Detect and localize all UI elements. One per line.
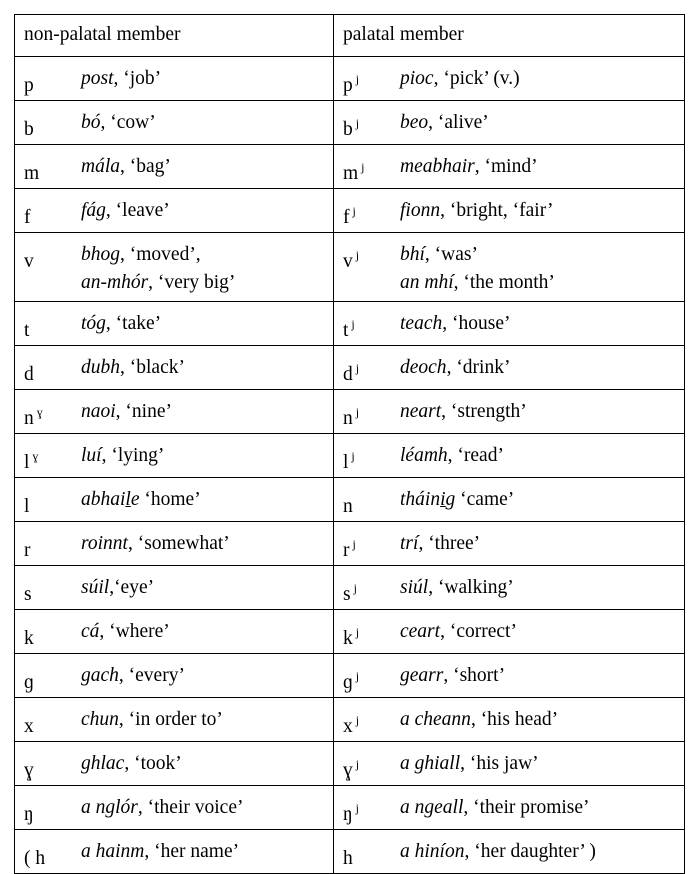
header-non-palatal-label: non-palatal member — [24, 24, 181, 45]
example: trí, ‘three’ — [400, 533, 481, 554]
palatal-cell — [334, 233, 685, 302]
example: teach, ‘house’ — [400, 313, 511, 334]
table-row — [15, 189, 685, 233]
table-row — [15, 101, 685, 145]
palatal-cell — [334, 654, 685, 698]
table-row — [15, 478, 685, 522]
example: bhí, ‘was’ an mhí, ‘the month’ — [400, 244, 555, 293]
non-palatal-cell — [15, 698, 334, 742]
palatal-cell — [334, 742, 685, 786]
non-palatal-cell — [15, 145, 334, 189]
example: a cheann, ‘his head’ — [400, 709, 559, 730]
palatal-cell — [334, 57, 685, 101]
phoneme-symbol: ŋ — [24, 804, 34, 825]
example: chun, ‘in order to’ — [81, 709, 223, 730]
example: a ngeall, ‘their promise’ — [400, 797, 590, 818]
palatal-cell — [334, 786, 685, 830]
phoneme-symbol: v — [24, 251, 34, 272]
non-palatal-cell — [15, 478, 334, 522]
table-row — [15, 698, 685, 742]
phoneme-symbol: f — [24, 207, 31, 228]
phoneme-symbol: x $^j$ — [343, 713, 360, 737]
phoneme-symbol: r — [24, 540, 31, 561]
example: tháinig ‘came’ — [400, 489, 515, 510]
phoneme-symbol: ɣ $^j$ — [343, 757, 360, 781]
table-row — [15, 522, 685, 566]
phoneme-symbol: r $^j$ — [343, 537, 356, 561]
header-palatal-label: palatal member — [343, 24, 464, 45]
non-palatal-cell — [15, 302, 334, 346]
example: fág, ‘leave’ — [81, 200, 170, 221]
non-palatal-cell — [15, 390, 334, 434]
phoneme-symbol: h — [343, 848, 353, 869]
non-palatal-cell — [15, 434, 334, 478]
non-palatal-cell — [15, 57, 334, 101]
palatal-cell — [334, 522, 685, 566]
palatal-cell — [334, 566, 685, 610]
table-row — [15, 786, 685, 830]
non-palatal-cell — [15, 610, 334, 654]
non-palatal-cell — [15, 233, 334, 302]
example: léamh, ‘read’ — [400, 445, 504, 466]
header-palatal — [334, 15, 685, 57]
phoneme-symbol: l $^ɣ$ — [24, 449, 39, 473]
example: ceart, ‘correct’ — [400, 621, 517, 642]
phoneme-symbol: b — [24, 119, 34, 140]
example: deoch, ‘drink’ — [400, 357, 511, 378]
example: luí, ‘lying’ — [81, 445, 165, 466]
phoneme-symbol: s — [24, 584, 32, 605]
phoneme-symbol: d $^j$ — [343, 361, 360, 385]
phoneme-symbol: f $^j$ — [343, 204, 356, 228]
example: bó, ‘cow’ — [81, 112, 156, 133]
example: gach, ‘every’ — [81, 665, 185, 686]
example: gearr, ‘short’ — [400, 665, 506, 686]
non-palatal-cell — [15, 830, 334, 874]
phoneme-symbol: n $^j$ — [343, 405, 360, 429]
phoneme-symbol: v $^j$ — [343, 248, 360, 272]
phoneme-symbol: k — [24, 628, 34, 649]
phoneme-symbol: ɡ $^j$ — [343, 669, 360, 693]
phoneme-symbol: n — [343, 496, 353, 517]
phoneme-symbol: d — [24, 364, 34, 385]
example: fionn, ‘bright, ‘fair’ — [400, 200, 554, 221]
phoneme-symbol: n $^ɣ$ — [24, 405, 43, 429]
example: roinnt, ‘somewhat’ — [81, 533, 230, 554]
example: dubh, ‘black’ — [81, 357, 185, 378]
table-row — [15, 390, 685, 434]
header-row — [15, 15, 685, 57]
palatal-cell — [334, 101, 685, 145]
example: súil,‘eye’ — [81, 577, 155, 598]
example: naoi, ‘nine’ — [81, 401, 172, 422]
non-palatal-cell — [15, 522, 334, 566]
phoneme-symbol: ɡ — [24, 672, 34, 693]
non-palatal-cell — [15, 566, 334, 610]
palatal-cell — [334, 434, 685, 478]
example: post, ‘job’ — [81, 68, 162, 89]
phoneme-symbol: m $^j$ — [343, 160, 365, 184]
non-palatal-cell — [15, 786, 334, 830]
phoneme-symbol: t $^j$ — [343, 317, 355, 341]
example: siúl, ‘walking’ — [400, 577, 514, 598]
phoneme-symbol: m — [24, 163, 40, 184]
phoneme-symbol: k $^j$ — [343, 625, 360, 649]
table-row — [15, 434, 685, 478]
palatal-cell — [334, 302, 685, 346]
example: pioc, ‘pick’ (v.) — [400, 68, 520, 89]
phoneme-symbol: ŋ $^j$ — [343, 801, 359, 825]
table-row — [15, 566, 685, 610]
table-row — [15, 830, 685, 874]
example: beo, ‘alive’ — [400, 112, 489, 133]
table-row — [15, 302, 685, 346]
phoneme-symbol: ( h — [24, 848, 46, 869]
table-row — [15, 654, 685, 698]
palatal-cell — [334, 830, 685, 874]
phoneme-symbol: t — [24, 320, 30, 341]
phoneme-symbol: x — [24, 716, 34, 737]
non-palatal-cell — [15, 346, 334, 390]
palatal-cell — [334, 189, 685, 233]
header-non-palatal — [15, 15, 334, 57]
palatal-cell — [334, 610, 685, 654]
palatal-cell — [334, 346, 685, 390]
non-palatal-cell — [15, 101, 334, 145]
example: a nglór, ‘their voice’ — [81, 797, 244, 818]
consonant-table — [14, 14, 685, 874]
table-row — [15, 346, 685, 390]
phoneme-symbol: b $^j$ — [343, 116, 360, 140]
example: meabhair, ‘mind’ — [400, 156, 538, 177]
example: a hainm, ‘her name’ — [81, 841, 240, 862]
example: ghlac, ‘took’ — [81, 753, 182, 774]
table-row — [15, 233, 685, 302]
non-palatal-cell — [15, 189, 334, 233]
example: bhog, ‘moved’, an-mhór, ‘very big’ — [81, 244, 236, 293]
palatal-cell — [334, 390, 685, 434]
example: mála, ‘bag’ — [81, 156, 171, 177]
phoneme-symbol: l $^j$ — [343, 449, 355, 473]
table-row — [15, 57, 685, 101]
table-row — [15, 610, 685, 654]
non-palatal-cell — [15, 654, 334, 698]
example: tóg, ‘take’ — [81, 313, 162, 334]
table-row — [15, 742, 685, 786]
non-palatal-cell — [15, 742, 334, 786]
example: a hiníon, ‘her daughter’ ) — [400, 841, 596, 862]
example: a ghiall, ‘his jaw’ — [400, 753, 539, 774]
palatal-cell — [334, 698, 685, 742]
example: cá, ‘where’ — [81, 621, 170, 642]
phoneme-symbol: ɣ — [24, 760, 34, 781]
table-row — [15, 145, 685, 189]
phoneme-symbol: l — [24, 496, 30, 517]
example: abhaile ‘home’ — [81, 489, 201, 510]
example: neart, ‘strength’ — [400, 401, 527, 422]
phoneme-symbol: p — [24, 75, 34, 96]
phoneme-symbol: s $^j$ — [343, 581, 357, 605]
palatal-cell — [334, 478, 685, 522]
palatal-cell — [334, 145, 685, 189]
phoneme-symbol: p $^j$ — [343, 72, 360, 96]
